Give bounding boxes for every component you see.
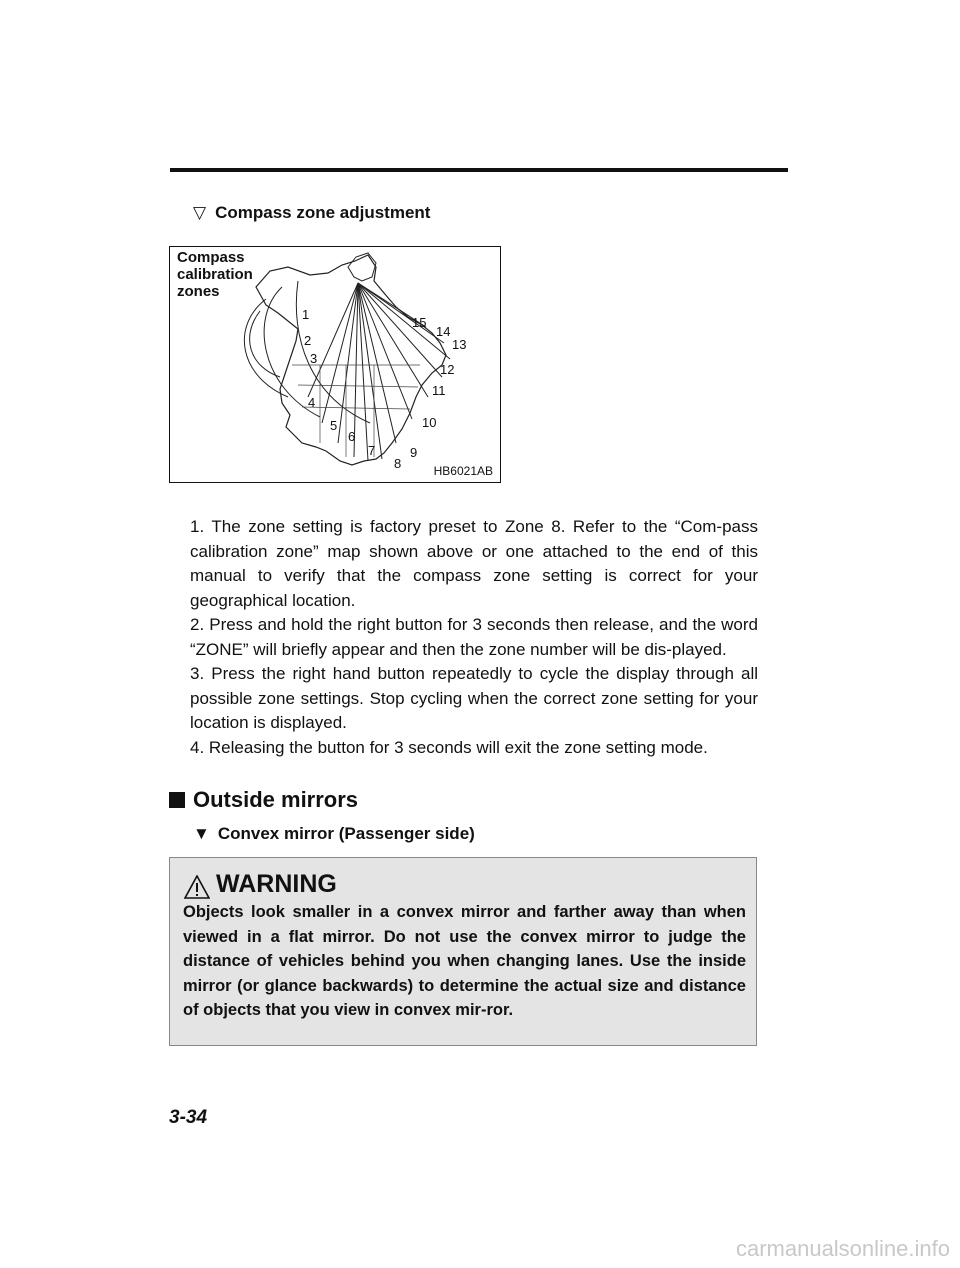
figure-caption bbox=[177, 249, 253, 300]
zone-label-8: 8 bbox=[394, 456, 402, 471]
step-2: 2. Press and hold the right button for 3 seconds then release, and the word “ZONE” will briefly appear and then the zone number will be dis-played. bbox=[190, 615, 758, 659]
section-outside-mirrors bbox=[169, 787, 358, 813]
zone-label-1: 1 bbox=[302, 307, 310, 322]
zone-label-5: 5 bbox=[330, 418, 338, 433]
square-bullet-icon bbox=[169, 792, 185, 808]
step-3: 3. Press the right hand button repeatedly to cycle the display through all possible zone settings. Stop cycling when the correct zone setting for your location is displayed. bbox=[190, 664, 758, 732]
compass-zone-map-figure bbox=[169, 246, 501, 483]
warning-box bbox=[169, 857, 757, 1046]
caption-line: zones bbox=[177, 283, 220, 300]
filled-triangle-icon: ▼ bbox=[193, 824, 210, 843]
zone-boundary-lines bbox=[308, 283, 450, 461]
zone-label-12: 12 bbox=[440, 362, 455, 377]
subheading-text: Compass zone adjustment bbox=[215, 203, 431, 222]
zone-line bbox=[358, 283, 442, 377]
zone-label-3: 3 bbox=[310, 351, 318, 366]
zone-label-10: 10 bbox=[422, 415, 437, 430]
zone-label-6: 6 bbox=[348, 429, 356, 444]
step-4: 4. Releasing the button for 3 seconds will exit the zone setting mode. bbox=[190, 737, 708, 757]
section-title-text: Outside mirrors bbox=[193, 787, 359, 812]
zone-label-13: 13 bbox=[452, 337, 467, 352]
zone-line bbox=[358, 283, 428, 397]
subheading2-text: Convex mirror (Passenger side) bbox=[217, 824, 475, 843]
triangle-icon: ▽ bbox=[193, 203, 207, 222]
figure-code: HB6021AB bbox=[433, 464, 493, 478]
page-number: 3-34 bbox=[169, 1107, 208, 1128]
instruction-steps bbox=[190, 515, 758, 760]
caption-line: Compass bbox=[177, 249, 245, 266]
zone-label-2: 2 bbox=[304, 333, 312, 348]
top-rule bbox=[170, 168, 788, 172]
state-line bbox=[302, 407, 410, 409]
zone-label-7: 7 bbox=[368, 443, 376, 458]
step-1: 1. The zone setting is factory preset to Zone 8. Refer to the “Com-pass calibration zone” map shown above or one attached to the end of this manual to verify that the compass zone setting is correct for your geographical location. bbox=[190, 517, 758, 610]
warning-header bbox=[184, 870, 337, 899]
warning-title: WARNING bbox=[216, 870, 337, 898]
zone-label-11: 11 bbox=[432, 383, 446, 398]
zone-number-labels bbox=[302, 307, 466, 471]
subheading-compass-zone bbox=[193, 203, 430, 223]
state-line bbox=[298, 385, 418, 387]
zone-label-9: 9 bbox=[410, 445, 418, 460]
watermark: carmanualsonline.info bbox=[735, 1236, 950, 1261]
zone-line bbox=[358, 283, 450, 359]
zone-label-15: 15 bbox=[412, 315, 427, 330]
subheading-convex-mirror bbox=[193, 824, 475, 844]
warning-triangle-icon bbox=[184, 875, 210, 899]
zone-line bbox=[358, 283, 444, 343]
caption-line: calibration bbox=[177, 266, 253, 283]
zone-line bbox=[358, 283, 368, 461]
warning-text: Objects look smaller in a convex mirror and farther away than when viewed in a flat mirror. Do not use the convex mirror to judge the distance of vehicles behind you when changing lanes. Use the inside mirror (or glance backwards) to determine the actual size and distance of objects that you view in convex mir-ror. bbox=[183, 903, 746, 1019]
zone-label-4: 4 bbox=[308, 395, 316, 410]
zone-label-14: 14 bbox=[436, 324, 451, 339]
